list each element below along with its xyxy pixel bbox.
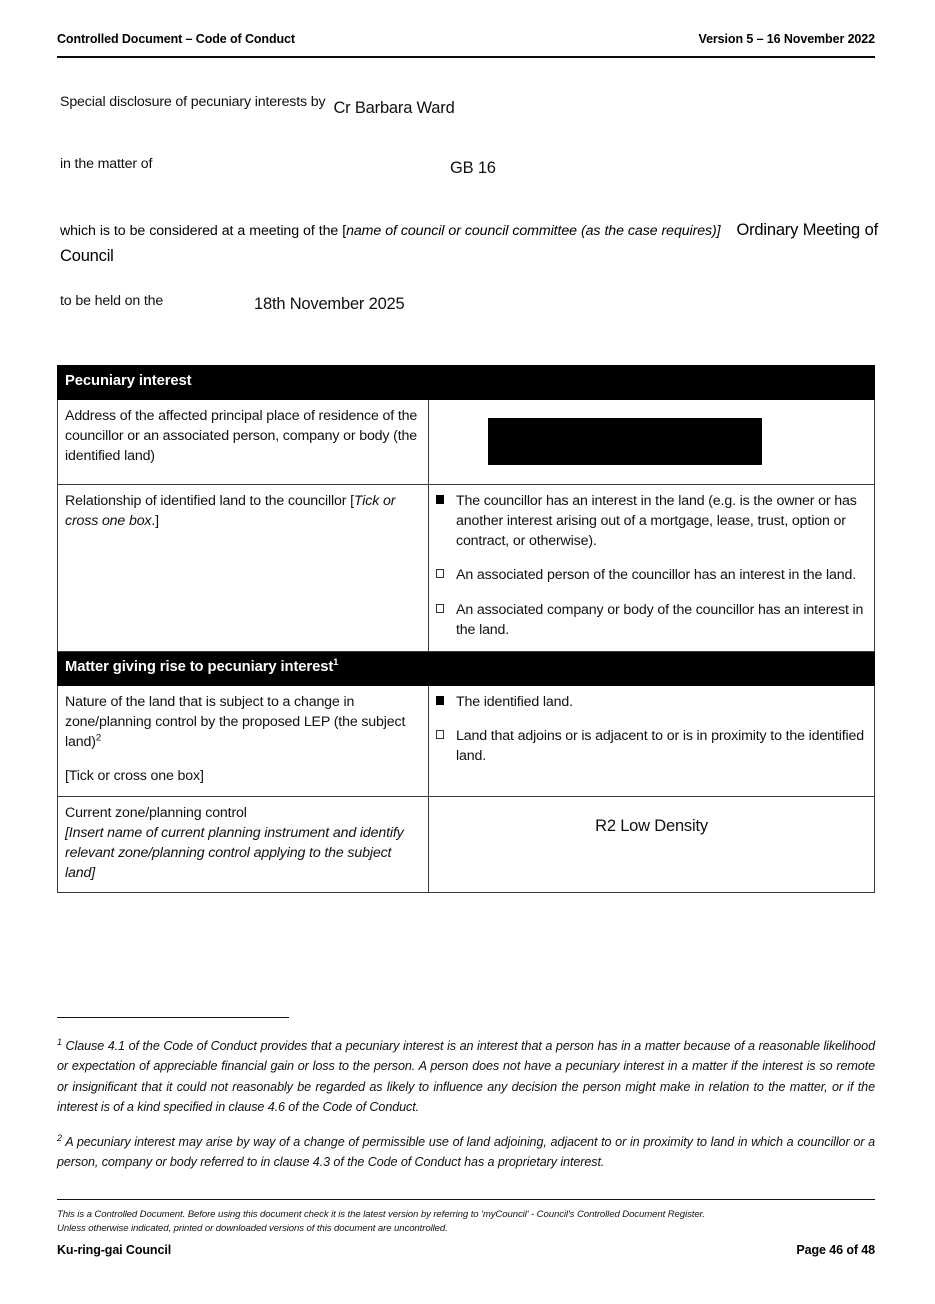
footnote-2 [57, 1132, 875, 1173]
current-zone-label-italic: [Insert name of current planning instrument and identify relevant zone/planning control applying to the subject land] [65, 824, 404, 882]
current-zone-value-cell [429, 796, 875, 893]
footer-controlled-document-note [57, 1208, 875, 1235]
document-header [57, 32, 875, 46]
header-title-left: Controlled Document – Code of Conduct [57, 32, 295, 46]
checkbox-empty-icon[interactable] [436, 730, 444, 739]
table-row-current-zone [58, 796, 875, 893]
footer-organisation: Ku-ring-gai Council [57, 1243, 172, 1257]
current-zone-label-cell [58, 796, 429, 893]
considered-italic-placeholder: name of council or council committee (as the case requires) [346, 223, 717, 239]
checkbox-option-label: An associated company or body of the councillor has an interest in the land. [456, 601, 864, 638]
checkbox-option-associated-company[interactable] [436, 600, 867, 640]
header-divider [57, 56, 875, 58]
checkbox-option-label: Land that adjoins or is adjacent to or is in proximity to the identified land. [456, 728, 864, 765]
footnote-1 [57, 1036, 875, 1118]
table-row-nature-of-land [58, 685, 875, 796]
section-header-matter-giving-rise [58, 651, 875, 685]
checkbox-filled-icon[interactable] [436, 696, 444, 705]
section-header-pecuniary-interest [58, 366, 875, 400]
disclosure-by-value: Cr Barbara Ward [333, 99, 455, 117]
meeting-date-value: 18th November 2025 [254, 295, 405, 314]
section2-title: Matter giving rise to pecuniary interest [65, 658, 334, 675]
nature-options-cell [429, 685, 875, 796]
footer-divider [57, 1199, 875, 1200]
relationship-label-suffix: .] [151, 513, 159, 530]
relationship-label-cell [58, 485, 429, 652]
relationship-label: Relationship of identified land to the councillor [ [65, 493, 354, 509]
section1-title: Pecuniary interest [58, 366, 875, 400]
nature-label-cell [58, 685, 429, 796]
current-zone-value: R2 Low Density [595, 816, 708, 835]
footnote-divider [57, 1017, 289, 1018]
matter-value: GB 16 [450, 159, 496, 177]
footer-note-line-2: Unless otherwise indicated, printed or downloaded versions of this document are uncontrolled. [57, 1222, 448, 1234]
checkbox-empty-icon[interactable] [436, 604, 444, 613]
footer-note-line-1: This is a Controlled Document. Before using this document check it is the latest version by referring to 'myCouncil' - Council's Controlled Document Register. [57, 1209, 705, 1220]
current-zone-label: Current zone/planning control [65, 804, 247, 821]
footnote-2-marker: 2 [57, 1132, 62, 1143]
nature-label-part2: [Tick or cross one box] [65, 768, 204, 785]
page-footer [57, 1243, 875, 1257]
meeting-date-row [60, 291, 878, 321]
checkbox-option-label: An associated person of the councillor has an interest in the land. [456, 567, 857, 584]
table-row-address [58, 400, 875, 485]
checkbox-option-associated-person[interactable] [436, 565, 867, 585]
header-version-right: Version 5 – 16 November 2022 [698, 32, 875, 46]
considered-paragraph [60, 218, 878, 269]
checkbox-option-adjoining-land[interactable] [436, 726, 867, 766]
footer-page-number: Page 46 of 48 [796, 1243, 875, 1257]
disclosure-by-label: Special disclosure of pecuniary interests by [60, 94, 326, 110]
address-value-cell [429, 400, 875, 485]
nature-label-part1: Nature of the land that is subject to a change in zone/planning control by the proposed LEP (the subject land) [65, 693, 406, 751]
redacted-address-block [488, 418, 762, 465]
table-row-relationship [58, 485, 875, 652]
considered-suffix: ] [716, 223, 721, 239]
checkbox-option-label: The identified land. [456, 693, 573, 710]
checkbox-option-label: The councillor has an interest in the land (e.g. is the owner or has another interest arising out of a mortgage, lease, trust, option or contract, or otherwise). [456, 493, 857, 550]
matter-row [60, 154, 878, 188]
spacer [65, 752, 421, 766]
checkbox-option-councillor-interest[interactable] [436, 491, 867, 551]
section2-footnote-marker: 1 [333, 657, 339, 669]
checkbox-empty-icon[interactable] [436, 569, 444, 578]
relationship-label-italic: Tick or cross one box [65, 493, 396, 530]
footnote-2-text: A pecuniary interest may arise by way of a change of permissible use of land adjoining, adjacent to or in proximity to land in which a councillor or a person, company or body referred to in clause 4.3 of the Code of Conduct has a proprietary interest. [57, 1134, 875, 1169]
footnote-1-text: Clause 4.1 of the Code of Conduct provides that a pecuniary interest is an interest that a person has in a matter because of a reasonable likelihood or expectation of appreciable financial gain or loss to the person. A person does not have a pecuniary interest in a matter if the interest is so remote or insignificant that it could not reasonably be regarded as likely to influence any decision the person might make in relation to the matter, or if the interest is of a kind specified in clause 4.6 of the Code of Conduct. [57, 1039, 875, 1115]
matter-label: in the matter of [60, 156, 153, 172]
relationship-options-cell [429, 485, 875, 652]
pecuniary-interest-table [57, 365, 875, 893]
section2-title-cell [58, 651, 875, 685]
considered-prefix: which is to be considered at a meeting of the [ [60, 223, 347, 239]
meeting-date-label: to be held on the [60, 293, 164, 310]
checkbox-filled-icon[interactable] [436, 495, 444, 504]
checkbox-option-identified-land[interactable] [436, 692, 867, 712]
meeting-name-value: Ordinary Meeting of Council [60, 221, 878, 265]
nature-footnote-marker: 2 [95, 732, 101, 744]
footnote-1-marker: 1 [57, 1036, 62, 1047]
disclosure-by-row [60, 92, 878, 126]
address-label: Address of the affected principal place of residence of the councillor or an associated person, company or body (the identified land) [58, 400, 429, 485]
disclosure-form-block [60, 92, 878, 321]
footnotes-block [57, 1036, 875, 1186]
